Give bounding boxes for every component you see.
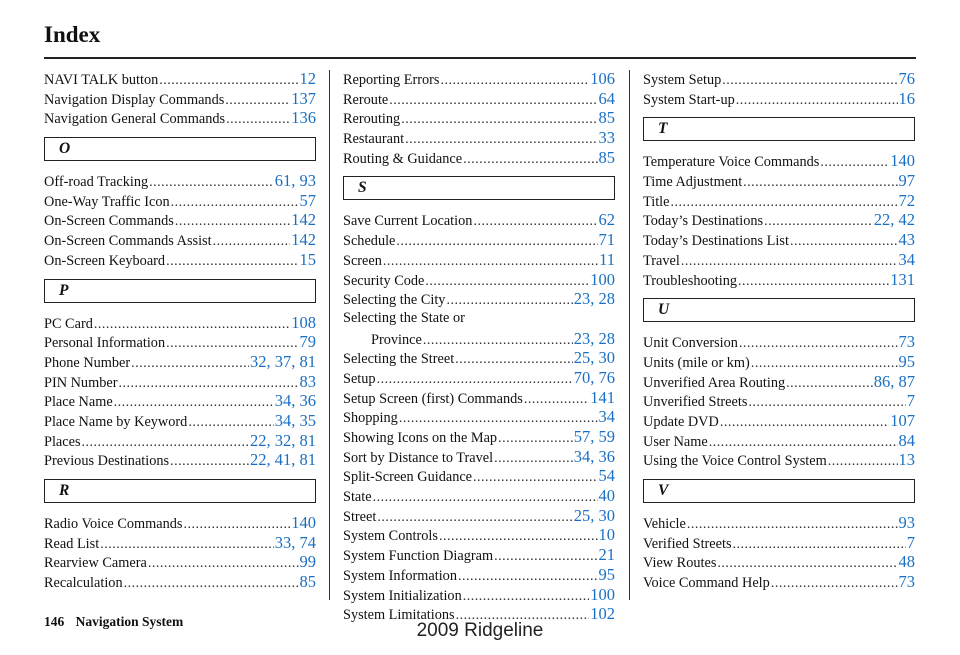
dot-leader xyxy=(458,567,598,585)
dot-leader xyxy=(118,374,298,392)
index-entry-label: Rearview Camera xyxy=(44,555,147,572)
dot-leader xyxy=(494,547,597,565)
dot-leader xyxy=(439,527,598,545)
index-entry-label: Street xyxy=(343,508,377,525)
index-entry xyxy=(343,148,615,168)
index-entry-label: Troubleshooting xyxy=(643,272,738,289)
index-entry-label: System Information xyxy=(343,567,457,584)
index-entry xyxy=(343,545,615,565)
index-entry xyxy=(343,565,615,585)
index-entry-label: Showing Icons on the Map xyxy=(343,430,498,446)
index-entry-label: Update DVD xyxy=(643,413,719,430)
dot-leader xyxy=(743,173,897,191)
index-entry xyxy=(44,450,316,470)
index-entry xyxy=(44,210,316,230)
index-entry-label: Place Name xyxy=(44,394,113,411)
dot-leader xyxy=(82,433,249,451)
index-entry-label: Today’s Destinations List xyxy=(643,233,789,250)
page-reference-link[interactable]: 86, 87 xyxy=(873,371,915,391)
dot-leader xyxy=(498,429,573,447)
index-entry-label: NAVI TALK button xyxy=(44,72,159,88)
page-reference-link[interactable]: 16 xyxy=(898,88,915,108)
dot-leader xyxy=(131,354,249,372)
dot-leader xyxy=(717,554,897,572)
index-entry xyxy=(343,69,615,89)
index-entry-label: User Name xyxy=(643,433,708,450)
page-reference-link[interactable]: 100 xyxy=(590,269,615,289)
page-reference-link[interactable]: 22, 32, 81 xyxy=(250,430,316,450)
index-entry xyxy=(643,191,915,211)
index-entry-label: Schedule xyxy=(343,233,396,250)
page-reference-link[interactable]: 34 xyxy=(598,407,615,427)
index-entry xyxy=(44,411,316,431)
dot-leader xyxy=(377,508,572,526)
index-entry xyxy=(643,450,915,470)
index-entry xyxy=(44,89,316,109)
index-entry-label: Province xyxy=(371,331,422,348)
dot-leader xyxy=(739,334,898,352)
index-entry-label: Read List xyxy=(44,535,100,552)
index-entry xyxy=(44,171,316,191)
page-reference-link[interactable]: 25, 30 xyxy=(573,505,615,525)
index-entry-label: View Routes xyxy=(643,555,717,572)
index-entry xyxy=(44,230,316,250)
index-entry-label: Unit Conversion xyxy=(643,335,738,352)
column-divider xyxy=(629,70,630,600)
dot-leader xyxy=(494,449,573,467)
index-entry xyxy=(643,69,915,89)
dot-leader xyxy=(226,110,290,128)
index-entry xyxy=(643,552,915,572)
page-reference-link[interactable]: 142 xyxy=(291,230,316,250)
index-entry-label: Rerouting xyxy=(343,111,401,128)
dot-leader xyxy=(733,535,906,553)
index-entry xyxy=(343,108,615,128)
page-reference-link[interactable]: 12 xyxy=(299,69,316,88)
index-entry-label: Setup Screen (first) Commands xyxy=(343,390,523,407)
dot-leader xyxy=(94,315,290,333)
page-reference-link[interactable]: 57 xyxy=(299,190,316,210)
dot-leader xyxy=(720,413,889,431)
section-letter-header: O xyxy=(44,137,316,161)
page-reference-link[interactable]: 99 xyxy=(299,552,316,572)
dot-leader xyxy=(148,554,299,572)
dot-leader xyxy=(166,334,298,352)
index-entry xyxy=(343,309,615,329)
index-entry xyxy=(343,348,615,368)
index-entry xyxy=(643,572,915,592)
index-entry-label: Navigation Display Commands xyxy=(44,91,225,108)
index-entry xyxy=(343,329,615,349)
page-reference-link[interactable]: 7 xyxy=(906,532,915,552)
dot-leader xyxy=(171,193,299,211)
page-reference-link[interactable]: 84 xyxy=(898,430,915,450)
index-entry-label: One-Way Traffic Icon xyxy=(44,193,170,210)
index-entry xyxy=(44,431,316,451)
page-reference-link[interactable]: 142 xyxy=(291,210,316,230)
page-reference-link[interactable]: 25, 30 xyxy=(573,348,615,368)
index-entry-label: PIN Number xyxy=(44,374,118,391)
index-entry xyxy=(44,108,316,128)
index-column-3 xyxy=(643,69,915,592)
index-entry-label: Selecting the Street xyxy=(343,351,455,368)
page-reference-link[interactable]: 140 xyxy=(890,151,915,171)
index-entry xyxy=(343,128,615,148)
index-entry xyxy=(343,525,615,545)
page-reference-link[interactable]: 73 xyxy=(898,572,915,592)
index-entry-label: Navigation General Commands xyxy=(44,111,226,128)
index-entry xyxy=(343,368,615,388)
index-entry-label: PC Card xyxy=(44,315,93,332)
page-reference-link[interactable]: 76 xyxy=(898,69,915,88)
index-entry xyxy=(643,332,915,352)
index-entry xyxy=(643,372,915,392)
page-reference-link[interactable]: 22, 42 xyxy=(873,210,915,230)
index-entry-label: Today’s Destinations xyxy=(643,213,764,230)
index-entry xyxy=(44,533,316,553)
index-entry-label: Radio Voice Commands xyxy=(44,516,183,532)
dot-leader xyxy=(225,91,290,109)
index-entry xyxy=(44,332,316,352)
dot-leader xyxy=(786,374,873,392)
page-reference-link[interactable]: 107 xyxy=(890,410,915,430)
index-entry-label: On-Screen Commands Assist xyxy=(44,233,212,250)
index-entry xyxy=(343,270,615,290)
index-entry-label: Unverified Area Routing xyxy=(643,374,786,391)
index-entry-label: Reporting Errors xyxy=(343,72,440,88)
index-entry xyxy=(44,313,316,333)
index-entry xyxy=(343,506,615,526)
page-reference-link[interactable]: 54 xyxy=(598,466,615,486)
index-entry xyxy=(643,250,915,270)
dot-leader xyxy=(764,212,873,230)
dot-leader xyxy=(722,71,897,89)
dot-leader xyxy=(524,390,589,408)
index-entry xyxy=(343,427,615,447)
index-entry-label: Setup xyxy=(343,370,376,387)
page-reference-link[interactable]: 102 xyxy=(590,604,615,624)
index-entry xyxy=(343,407,615,427)
index-entry-label: On-Screen Keyboard xyxy=(44,252,166,269)
index-entry-label: Travel xyxy=(643,252,680,269)
index-entry xyxy=(643,89,915,109)
index-entry-label: Split-Screen Guidance xyxy=(343,469,473,486)
book-title: Navigation System xyxy=(75,614,184,629)
dot-leader xyxy=(405,130,597,148)
dot-leader xyxy=(373,488,598,506)
page-reference-link[interactable]: 100 xyxy=(590,584,615,604)
index-entry-label: Reroute xyxy=(343,91,389,108)
index-entry xyxy=(343,230,615,250)
dot-leader xyxy=(751,354,898,372)
index-entry-label: Screen xyxy=(343,252,382,269)
index-entry xyxy=(643,431,915,451)
index-entry-label: Recalculation xyxy=(44,575,123,592)
index-entry-label: Places xyxy=(44,433,81,450)
index-entry-label: Voice Command Help xyxy=(643,575,770,592)
index-entry xyxy=(44,372,316,392)
index-entry xyxy=(343,486,615,506)
dot-leader xyxy=(396,232,597,250)
page-reference-link[interactable]: 13 xyxy=(898,450,915,470)
page-reference-link[interactable]: 72 xyxy=(898,190,915,210)
index-entry xyxy=(44,572,316,592)
page-title: Index xyxy=(44,22,101,47)
dot-leader xyxy=(149,173,274,191)
page-reference-link[interactable]: 93 xyxy=(898,513,915,532)
page-reference-link[interactable]: 22, 41, 81 xyxy=(250,450,316,470)
index-entry xyxy=(643,270,915,290)
page-reference-link[interactable]: 97 xyxy=(898,171,915,191)
dot-leader xyxy=(389,91,597,109)
index-entry xyxy=(643,151,915,171)
page-reference-link[interactable]: 141 xyxy=(590,387,615,407)
dot-leader xyxy=(736,91,898,109)
dot-leader xyxy=(401,110,597,128)
dot-leader xyxy=(446,291,572,309)
index-entry xyxy=(343,210,615,230)
dot-leader xyxy=(738,272,889,290)
dot-leader xyxy=(425,272,589,290)
page-reference-link[interactable]: 34 xyxy=(898,249,915,269)
index-entry-label: Title xyxy=(643,193,670,210)
index-entry xyxy=(343,388,615,408)
index-entry-label: Sort by Distance to Travel xyxy=(343,449,494,466)
page-reference-link[interactable]: 79 xyxy=(299,332,316,352)
dot-leader xyxy=(473,468,597,486)
dot-leader xyxy=(771,574,898,592)
index-entry xyxy=(643,171,915,191)
dot-leader xyxy=(709,433,898,451)
index-entry-label: System Limitations xyxy=(343,607,455,624)
index-entry-label: Security Code xyxy=(343,272,425,289)
page-reference-link[interactable]: 23, 28 xyxy=(573,289,615,309)
dot-leader xyxy=(377,370,573,388)
index-entry-label: Using the Voice Control System xyxy=(643,453,827,470)
page-reference-link[interactable]: 7 xyxy=(906,391,915,411)
index-column-2 xyxy=(343,69,615,624)
index-entry-label: System Initialization xyxy=(343,587,462,604)
index-entry-label: Verified Streets xyxy=(643,535,732,552)
page-reference-link[interactable]: 71 xyxy=(598,230,615,250)
dot-leader xyxy=(159,71,298,89)
title-rule xyxy=(44,57,916,59)
page-reference-link[interactable]: 70, 76 xyxy=(573,367,615,387)
dot-leader xyxy=(423,331,573,349)
page-reference-link[interactable]: 57, 59 xyxy=(573,427,615,446)
page-reference-link[interactable]: 34, 35 xyxy=(274,410,316,430)
index-entry-label: Personal Information xyxy=(44,335,166,352)
dot-leader xyxy=(114,393,274,411)
page-reference-link[interactable]: 85 xyxy=(598,108,615,128)
index-entry-label: Previous Destinations xyxy=(44,453,170,470)
index-entry-label: System Start-up xyxy=(643,91,735,108)
column-divider xyxy=(329,70,330,600)
page-reference-link[interactable]: 10 xyxy=(598,525,615,545)
dot-leader xyxy=(124,574,299,592)
page-reference-link[interactable]: 136 xyxy=(291,108,316,128)
section-letter-header: V xyxy=(643,479,915,503)
page-reference-link[interactable]: 108 xyxy=(291,312,316,332)
index-entry xyxy=(44,552,316,572)
index-entry xyxy=(44,513,316,533)
index-entry xyxy=(643,352,915,372)
page-reference-link[interactable]: 15 xyxy=(299,249,316,269)
index-entry xyxy=(343,250,615,270)
index-entry xyxy=(44,352,316,372)
dot-leader xyxy=(748,393,905,411)
page-reference-link[interactable]: 33 xyxy=(598,128,615,148)
index-entry-label: Units (mile or km) xyxy=(643,354,750,371)
page-reference-link[interactable]: 140 xyxy=(291,513,316,532)
dot-leader xyxy=(188,413,273,431)
page-reference-link[interactable]: 32, 37, 81 xyxy=(250,351,316,371)
page-reference-link[interactable]: 106 xyxy=(590,69,615,88)
dot-leader xyxy=(473,212,597,230)
page-reference-link[interactable]: 85 xyxy=(598,147,615,167)
page-reference-link[interactable]: 11 xyxy=(599,249,615,269)
section-letter-header: S xyxy=(343,176,615,200)
page-reference-link[interactable]: 95 xyxy=(898,351,915,371)
dot-leader xyxy=(681,252,898,270)
index-entry xyxy=(643,210,915,230)
dot-leader xyxy=(100,535,274,553)
page-reference-link[interactable]: 73 xyxy=(898,332,915,352)
dot-leader xyxy=(455,350,573,368)
page-reference-link[interactable]: 23, 28 xyxy=(573,328,615,348)
index-column-1 xyxy=(44,69,316,592)
index-entry-label: On-Screen Commands xyxy=(44,213,174,230)
section-letter-header: T xyxy=(643,117,915,141)
dot-leader xyxy=(820,153,889,171)
index-entry xyxy=(643,533,915,553)
index-entry xyxy=(44,191,316,211)
page-reference-link[interactable]: 33, 74 xyxy=(274,532,316,552)
page-reference-link[interactable]: 62 xyxy=(598,210,615,230)
index-entry xyxy=(643,411,915,431)
page-reference-link[interactable]: 137 xyxy=(291,88,316,108)
page-reference-link[interactable]: 95 xyxy=(598,564,615,584)
dot-leader xyxy=(687,515,898,533)
dot-leader xyxy=(828,452,898,470)
index-entry-label: Place Name by Keyword xyxy=(44,413,188,430)
index-entry xyxy=(44,250,316,270)
index-entry-label: State xyxy=(343,489,372,506)
dot-leader xyxy=(463,587,590,605)
index-entry-label: Off-road Tracking xyxy=(44,174,149,191)
page-reference-link[interactable]: 34, 36 xyxy=(274,391,316,411)
index-entry xyxy=(343,466,615,486)
section-letter-header: U xyxy=(643,298,915,322)
dot-leader xyxy=(170,452,249,470)
page-reference-link[interactable]: 61, 93 xyxy=(274,171,316,191)
page-reference-link[interactable]: 40 xyxy=(598,486,615,506)
page-reference-link[interactable]: 21 xyxy=(598,545,615,565)
dot-leader xyxy=(175,212,290,230)
section-letter-header: P xyxy=(44,279,316,303)
index-entry-label: Save Current Location xyxy=(343,213,473,230)
page-reference-link[interactable]: 85 xyxy=(299,572,316,592)
index-entry-label: Routing & Guidance xyxy=(343,150,463,167)
page-reference-link[interactable]: 83 xyxy=(299,371,316,391)
index-entry-label: Unverified Streets xyxy=(643,394,748,411)
dot-leader xyxy=(383,252,598,270)
dot-leader xyxy=(213,232,291,250)
index-entry-label: Restaurant xyxy=(343,131,405,148)
page-reference-link[interactable]: 34, 36 xyxy=(573,446,615,466)
index-entry-label: Time Adjustment xyxy=(643,174,743,191)
dot-leader xyxy=(463,150,597,168)
index-entry-label: Shopping xyxy=(343,410,398,427)
index-entry xyxy=(343,585,615,605)
page-reference-link[interactable]: 64 xyxy=(598,88,615,108)
dot-leader xyxy=(440,71,589,89)
index-entry xyxy=(343,289,615,309)
index-entry xyxy=(643,513,915,533)
dot-leader xyxy=(790,232,898,250)
page-number: 146 xyxy=(44,614,65,629)
index-entry xyxy=(343,89,615,109)
index-entry-label: Vehicle xyxy=(643,516,686,532)
page-reference-link[interactable]: 43 xyxy=(898,230,915,250)
page-reference-link[interactable]: 48 xyxy=(898,552,915,572)
dot-leader xyxy=(399,409,598,427)
dot-leader xyxy=(183,515,290,533)
index-entry-label: System Function Diagram xyxy=(343,548,494,565)
index-entry xyxy=(643,230,915,250)
index-entry xyxy=(44,391,316,411)
watermark: 2009 Ridgeline xyxy=(416,620,544,641)
dot-leader xyxy=(671,193,898,211)
index-entry xyxy=(343,447,615,467)
index-entry xyxy=(44,69,316,89)
index-entry xyxy=(643,391,915,411)
index-entry-label: System Controls xyxy=(343,528,438,545)
index-entry-label: Temperature Voice Commands xyxy=(643,154,820,171)
index-entry-label: System Setup xyxy=(643,72,722,88)
index-entry-label: Selecting the State or xyxy=(343,309,465,326)
section-letter-header: R xyxy=(44,479,316,503)
page-reference-link[interactable]: 131 xyxy=(890,269,915,289)
dot-leader xyxy=(166,252,298,270)
index-entry-label: Selecting the City xyxy=(343,292,446,309)
index-entry-label: Phone Number xyxy=(44,354,131,371)
